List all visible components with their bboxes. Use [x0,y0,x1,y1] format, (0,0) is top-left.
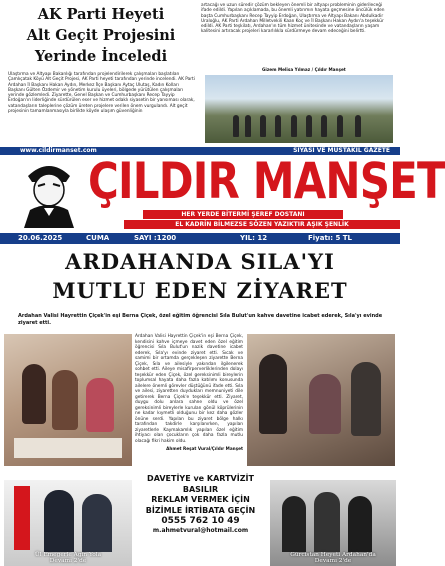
main-story-photo-right [247,334,395,466]
masthead-slogan-2: EL KADRİN BİLMEZSE SÖZEN YAZIKTIR AŞIK ŞENLİK [124,220,400,229]
advert-email[interactable]: m.ahmetvural@hotmail.com [152,526,249,534]
bottom-left-photo [4,480,132,566]
main-headline-line-1: ARDAHANDA SILA'YI [65,249,335,274]
main-story-photo-left [4,334,132,466]
advert-line-4: BİZİMLE İRTİBATA GEÇİN [145,505,256,515]
main-story-lead: Ardahan Valisi Hayrettin Çiçek'in eşi Berna Çiçek, özel eğitim öğrencisi Sıla Bulut'un kahve davetine icabet ederek, Sıla'yı evinde ziyaret etti. [18,313,383,326]
advert-phone[interactable]: 0555 762 10 49 [161,516,240,526]
advert-box [132,474,269,535]
advert-line-2: BASILIR [182,484,219,494]
issue-date: 20.06.2025 [18,234,63,242]
main-story-credit: Ahmet Reşat Vural/Çıldır Manşet [166,446,243,451]
main-headline-line-2: MUTLU EDEN ZİYARET [52,278,348,303]
bottom-right-caption[interactable]: Gürcistan Heyeti Ardahan'da Devamı 2'de [290,552,376,564]
website-tagline: SİYASİ VE MÜSTAKİL GAZETE [293,147,390,154]
top-headline-line-1: AK Parti Heyeti [37,6,165,23]
top-headline-line-3: Yerinde İnceledi [34,48,168,65]
masthead-title: ÇILDIR MANŞET [88,152,445,210]
top-headline-line-2: Alt Geçit Projesini [26,27,176,44]
ataturk-portrait [14,156,84,228]
issue-price: Fiyatı: 5 TL [308,234,352,242]
top-story-right-text: artacağı ve uzun süredir çözüm bekleyen önemli bir altyapı probleminin giderileceği ifade edildi. Yapılan açıklamada, bu önemli yatırımın hayata geçmesine öncülük eden başta Cumhurbaşkanı Recep Tayyip Erdoğan, Ulaştırma ve Altyapı Bakanı Abdulkadir Uraloğlu, AK Parti Ardahan Milletvekili Kaan Koç ve İl Başkanı Hakan Aydın'a teşekkür edildi. AK Parti teşkilatı, Ardahan'ın tüm hizmet ünitesinde ve vatandaşların yaşam kalitesini artıracak projeleri kararlılıkla sürdürmeye devam edeceğini belirtti. [201,3,385,35]
masthead-slogan-1: HER YERDE BİTERMİ ŞEREF DOSTANI [143,210,343,219]
main-story-body-column [135,334,243,451]
date-bar [0,233,400,244]
bottom-right-photo [270,480,396,566]
main-headline [0,247,400,305]
issue-number: SAYI :1200 [134,234,177,242]
advert-line-3: REKLAM VERMEK İÇİN [151,495,250,504]
issue-year: YIL: 12 [240,234,268,242]
top-story-left-text: Ulaştırma ve Altyapı Bakanlığı tarafından projelendirilerek çalışmaları başlatılan Çamlıçatak Köyü Alt Geçit Projesi, AK Parti heyeti tarafından yerinde incelendi. AK Parti Ardahan İl Başkanı Hakan Aydın, Merkez İlçe Başkanı Aytaç Ulutaş, Kadın Kolları Başkanı Gülten Özdemir ve yönetim kurulu üyeleri, bölgede yürütülen çalışmaları yerinde gözlemledi. Ziyarette, Genel Başkan ve Cumhurbaşkanı Recep Tayyip Erdoğan'ın liderliğinde sürdürülen eser ve hizmet odaklı siyasetin bir yansıması olarak, vatandaşların taleplerine çözüm üreten projelere verilen önem vurgulandı. Alt geçit projesinin tamamlanmasıyla birlikte köyde ulaşım güvenliğinin [8,72,195,115]
main-story-body: Ardahan Valisi Hayrettin Çiçek'in eşi Berna Çiçek, kendisini kahve içmeye davet eden özel eğitim öğrencisi Sıla Bulut'un nazik davetine icabet ederek, Sıla'yı evinde ziyaret etti. Sıcak ve samimi bir ortamda gerçekleşen ziyarette Berna Çiçek, Sıla ve ailesiyle yakından ilgilenerek sohbet etti. Aileye misafirperverliklerinden dolayı teşekkür eden Çiçek, özel gereksinimli bireylerin toplumsal hayata daha fazla katılımı konusunda ailelere önemli görevler düştüğünü ifade etti. Sıla ve ailesi, ziyaretten duydukları memnuniyeti dile getirerek Berna Çiçek'e teşekkür etti. Ziyaret, duygu dolu anlara sahne oldu ve özel gereksinimli bireylerle kurulan gönül köprülerinin ne kadar kıymetli olduğunu bir kez daha gözler önüne serdi. Yapılan bu ziyaret bölge halkı tarafından takdirle karşılanırken, yapılan ziyaretlerle Kaymakamlık yapılan özel eğitim ihtiyacı olan çocukların çok daha fazla mutlu olacağı fikri hakim oldu. [135,334,243,444]
website-url[interactable]: www.cildirmanset.com [20,147,97,154]
top-story-headline [6,4,196,67]
top-story-credit: Gizem Melisa Yılmaz / Çıldır Manşet [262,67,346,72]
top-story-photo [205,75,393,143]
advert-line-1: DAVETİYE ve KARTVİZİT [147,474,254,483]
issue-day: CUMA [86,234,110,242]
bottom-left-caption[interactable]: Ül Emegerle Agin Yola Devamı 2'de [34,552,102,564]
